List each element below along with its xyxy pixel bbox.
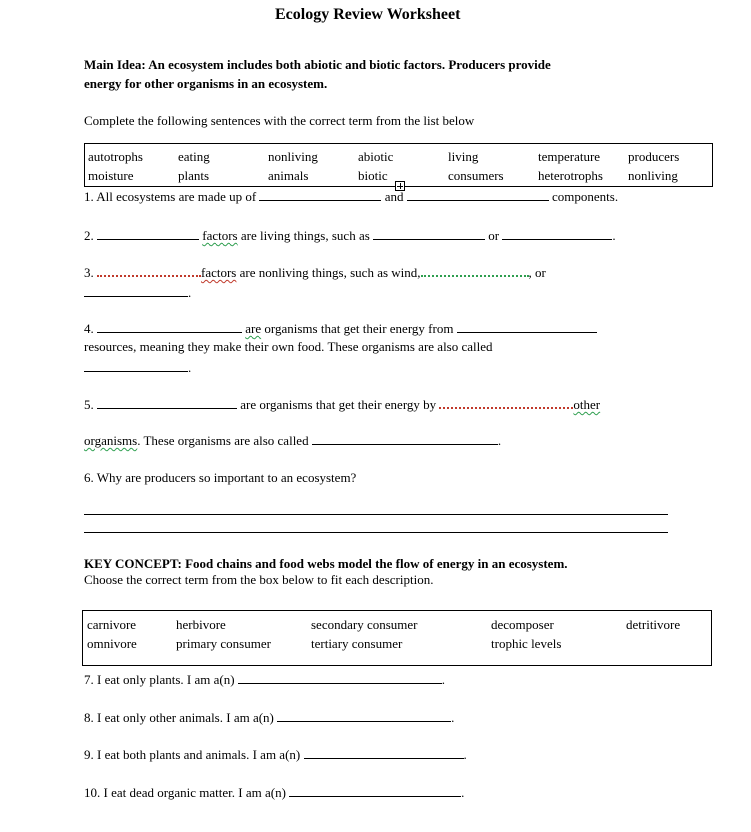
question-7: 7. I eat only plants. I am a(n) . bbox=[84, 672, 446, 687]
word-bank-term: plants bbox=[178, 168, 210, 183]
question-8: 8. I eat only other animals. I am a(n) . bbox=[84, 710, 455, 725]
answer-blank[interactable] bbox=[312, 432, 498, 445]
answer-line[interactable] bbox=[84, 532, 668, 533]
word-bank-term: abiotic bbox=[358, 149, 394, 164]
question-1: 1. All ecosystems are made up of and components. bbox=[84, 189, 619, 204]
answer-line[interactable] bbox=[84, 514, 668, 515]
word-bank-term: nonliving bbox=[268, 149, 318, 164]
question-6: 6. Why are producers so important to an ecosystem? bbox=[84, 470, 357, 485]
word-bank-term: autotrophs bbox=[88, 149, 143, 164]
word-bank-term: carnivore bbox=[87, 617, 137, 632]
answer-blank[interactable] bbox=[277, 709, 451, 722]
key-concept-heading: KEY CONCEPT: Food chains and food webs model the flow of energy in an ecosystem. bbox=[84, 556, 568, 571]
word-bank-term: nonliving bbox=[628, 168, 678, 183]
answer-blank[interactable] bbox=[97, 264, 201, 277]
answer-blank[interactable] bbox=[421, 264, 529, 277]
word-bank-term: detritivore bbox=[626, 617, 681, 632]
question-4-line-3: . bbox=[84, 359, 191, 376]
answer-blank[interactable] bbox=[84, 284, 188, 297]
answer-blank[interactable] bbox=[84, 359, 188, 372]
question-5: 5. are organisms that get their energy by other bbox=[84, 397, 601, 412]
key-concept-instruction: Choose the correct term from the box below to fit each description. bbox=[84, 572, 434, 587]
word-bank-term: herbivore bbox=[176, 617, 226, 632]
answer-blank[interactable] bbox=[439, 396, 573, 409]
word-bank-term: biotic bbox=[358, 168, 388, 183]
question-4-line-2: resources, meaning they make their own food. These organisms are also called bbox=[84, 339, 493, 354]
word-bank-term: trophic levels bbox=[491, 636, 562, 651]
word-bank-term: primary consumer bbox=[176, 636, 271, 651]
answer-blank[interactable] bbox=[259, 188, 381, 201]
question-3-line-2: . bbox=[84, 284, 191, 301]
answer-blank[interactable] bbox=[97, 320, 242, 333]
instruction-text: Complete the following sentences with the correct term from the list below bbox=[84, 113, 475, 128]
question-10: 10. I eat dead organic matter. I am a(n) . bbox=[84, 785, 465, 800]
question-9: 9. I eat both plants and animals. I am a(n) . bbox=[84, 747, 467, 762]
word-bank-term: living bbox=[448, 149, 479, 164]
answer-blank[interactable] bbox=[97, 396, 237, 409]
answer-blank[interactable] bbox=[502, 227, 612, 240]
word-bank-term: secondary consumer bbox=[311, 617, 418, 632]
word-bank-term: temperature bbox=[538, 149, 601, 164]
question-4: 4. are organisms that get their energy from bbox=[84, 320, 597, 337]
question-3: 3. factors are nonliving things, such as wind, , or bbox=[84, 265, 546, 280]
answer-blank[interactable] bbox=[304, 746, 464, 759]
answer-blank[interactable] bbox=[373, 227, 485, 240]
answer-blank[interactable] bbox=[97, 227, 199, 240]
word-bank-term: heterotrophs bbox=[538, 168, 603, 183]
word-bank-term: tertiary consumer bbox=[311, 636, 403, 651]
answer-blank[interactable] bbox=[457, 320, 597, 333]
word-bank-term: eating bbox=[178, 149, 210, 164]
main-idea-line-2: energy for other organisms in an ecosystem. bbox=[84, 76, 328, 91]
main-idea-line-1: Main Idea: An ecosystem includes both abiotic and biotic factors. Producers provide bbox=[84, 57, 551, 72]
page-title: Ecology Review Worksheet bbox=[275, 6, 461, 23]
question-2: 2. factors are living things, such as or . bbox=[84, 228, 616, 243]
question-5-line-2: organisms. These organisms are also called . bbox=[84, 433, 502, 448]
answer-blank[interactable] bbox=[289, 784, 461, 797]
answer-blank[interactable] bbox=[407, 188, 549, 201]
word-bank-term: consumers bbox=[448, 168, 504, 183]
word-bank-term: omnivore bbox=[87, 636, 137, 651]
answer-blank[interactable] bbox=[238, 671, 442, 684]
word-bank-term: moisture bbox=[88, 168, 134, 183]
word-bank-term: producers bbox=[628, 149, 680, 164]
word-bank-term: animals bbox=[268, 168, 309, 183]
word-bank-term: decomposer bbox=[491, 617, 554, 632]
